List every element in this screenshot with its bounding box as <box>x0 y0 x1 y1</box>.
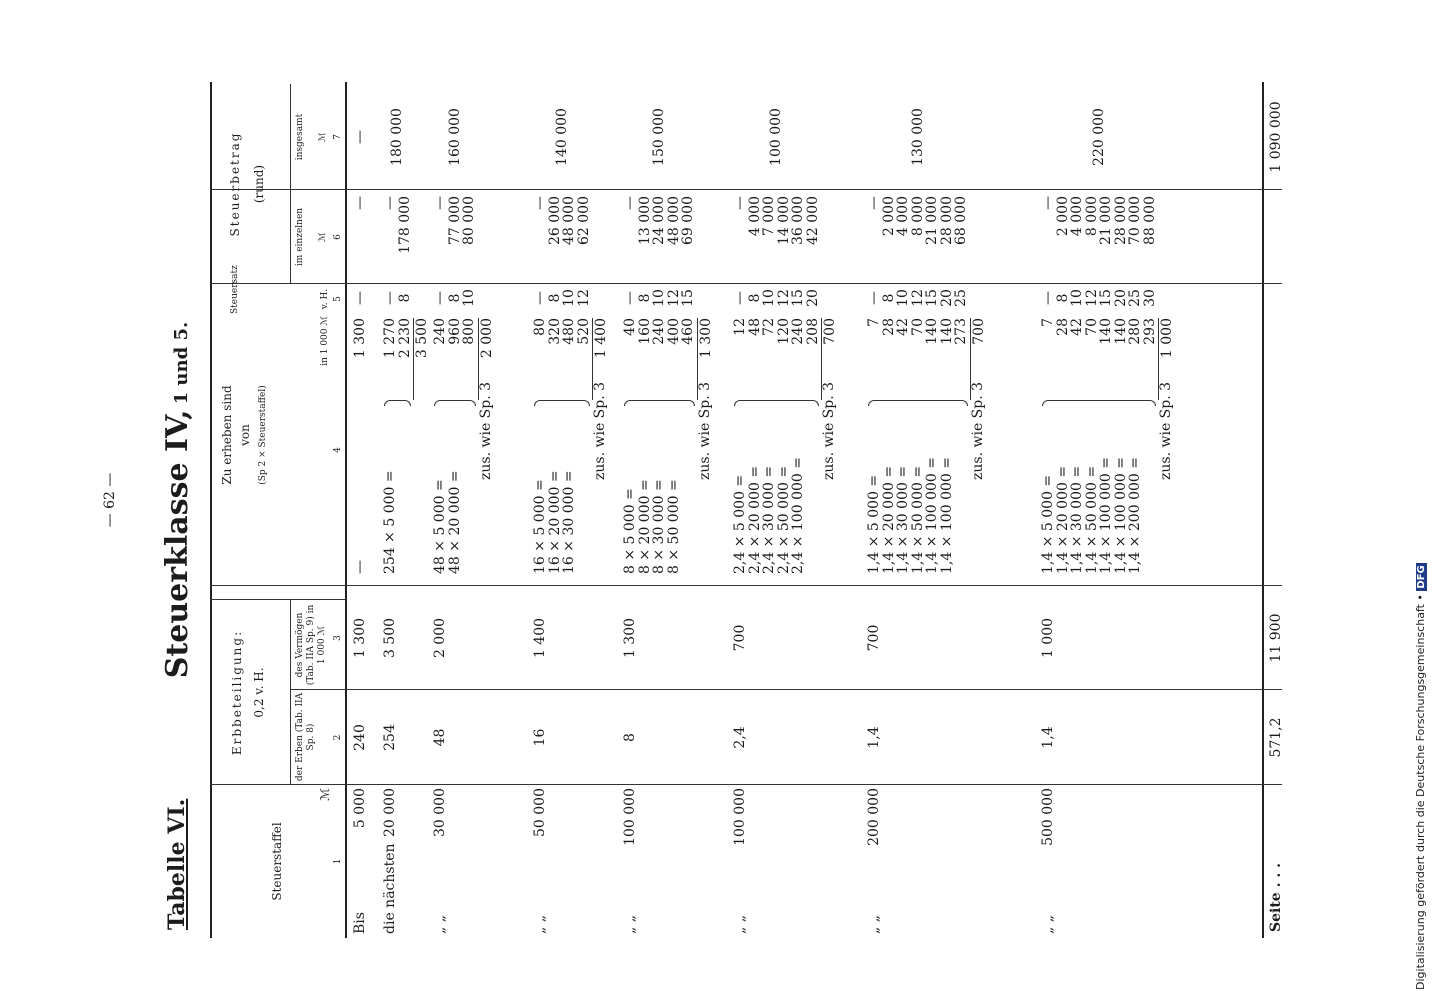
group-total: 220 000 <box>1090 108 1107 166</box>
value-line: 48 <box>746 318 763 336</box>
page-number: — 62 — <box>102 472 118 528</box>
formula-line: 2,4 × 100 000 = <box>790 457 806 574</box>
rate-line: 8 <box>446 293 463 303</box>
brace <box>1042 400 1156 406</box>
formula-line: 1,4 × 30 000 = <box>895 465 911 574</box>
group-total: — <box>352 130 368 144</box>
rate-line: 20 <box>1112 289 1129 307</box>
tax-line: — <box>532 196 548 210</box>
tax-line: 69 000 <box>680 196 696 245</box>
row-heirs: 8 <box>622 733 638 742</box>
rate-line: 15 <box>790 289 806 307</box>
tax-line: 28 000 <box>938 196 955 245</box>
brace <box>734 400 819 406</box>
rate-line: 8 <box>396 293 413 303</box>
row-heirs: 1,4 <box>866 726 882 749</box>
row-heirs: 240 <box>352 724 368 751</box>
tax-line: 28 000 <box>1112 196 1129 245</box>
zus-label: zus. wie Sp. 3 <box>477 381 494 480</box>
row-heirs: 16 <box>532 728 548 747</box>
row-heirs: 48 <box>432 728 448 747</box>
formula-line: 1,4 × 20 000 = <box>880 465 897 574</box>
header-col4-c: (Sp 2 × Steuerstaffel) <box>258 385 268 485</box>
group-total: 130 000 <box>909 108 926 166</box>
row-amount: 200 000 <box>866 788 882 846</box>
group-total: 100 000 <box>768 108 785 166</box>
value-line: 240 <box>651 318 667 345</box>
colnum-4: 4 <box>333 447 343 453</box>
tax-line: 48 000 <box>561 196 577 245</box>
row-wealth: 700 <box>732 624 748 652</box>
group-total: 140 000 <box>553 108 570 166</box>
group67-rule <box>290 84 291 284</box>
formula-line: 2,4 × 20 000 = <box>746 465 763 574</box>
row-label: die nächsten <box>382 843 398 934</box>
rate-line: 10 <box>561 289 577 307</box>
rate-line: 15 <box>1098 289 1114 307</box>
rate-line: — <box>532 291 548 305</box>
formula-line: — <box>352 560 368 574</box>
formula-line: 254 × 5 000 = <box>382 470 398 574</box>
value-line: 120 <box>775 318 792 345</box>
formula-line: 1,4 × 50 000 = <box>909 465 926 574</box>
rate-line: 10 <box>895 289 911 307</box>
value-line: 2 230 <box>396 318 413 359</box>
rate-line: 8 <box>636 293 653 303</box>
formula-line: 1,4 × 100 000 = <box>924 457 940 574</box>
row-label: Bis <box>352 912 368 934</box>
tax-line: 36 000 <box>790 196 806 245</box>
formula-line: 8 × 30 000 = <box>651 479 667 574</box>
row-amount: 100 000 <box>622 788 638 846</box>
row-label: „ „ <box>432 915 448 934</box>
header-group67: Steuerbetrag <box>228 131 242 237</box>
rate-line: — <box>732 291 748 305</box>
rate-line: 8 <box>1054 293 1071 303</box>
value-line: 72 <box>761 318 777 336</box>
colnum-2: 2 <box>333 734 343 741</box>
zus-label: zus. wie Sp. 3 <box>592 381 608 480</box>
row-label: „ „ <box>622 915 638 934</box>
row-amount: 100 000 <box>732 788 748 846</box>
value-line: 7 <box>1040 318 1056 327</box>
formula-line: 1,4 × 100 000 = <box>1112 457 1129 574</box>
rate-line: 10 <box>461 289 477 307</box>
footer-heirs-total: 571,2 <box>1268 717 1284 758</box>
group-total: 180 000 <box>389 108 406 166</box>
tax-line: 77 000 <box>446 196 463 245</box>
header-col4-b: von <box>238 424 252 446</box>
row-heirs: 254 <box>382 724 398 751</box>
brace <box>868 400 968 406</box>
formula-line: 2,4 × 5 000 = <box>732 474 748 574</box>
table-top-rule <box>210 82 212 938</box>
rate-line: 12 <box>909 289 926 307</box>
subtotal: 1 000 <box>1158 318 1175 400</box>
brace <box>384 400 411 406</box>
tax-line: 178 000 <box>396 196 413 254</box>
tax-line: 4 000 <box>1069 196 1085 237</box>
subtotal: 1 300 <box>697 318 714 400</box>
colnum-5: 5 <box>333 296 343 302</box>
row-label: „ „ <box>866 915 882 934</box>
rate-line: 25 <box>1127 289 1143 307</box>
zus-label: zus. wie Sp. 3 <box>1158 381 1174 480</box>
value-line: 960 <box>446 318 463 345</box>
formula-line: 1,4 × 20 000 = <box>1054 465 1071 574</box>
formula-line: 1,4 × 5 000 = <box>1040 474 1056 574</box>
value-line: 293 <box>1141 318 1158 345</box>
tax-line: — <box>352 196 368 210</box>
table-label: Tabelle VI. <box>164 798 190 930</box>
tax-line: — <box>866 196 882 210</box>
footer-wealth-total: 11 900 <box>1268 613 1284 663</box>
value-line: 400 <box>665 318 682 345</box>
colnum-7: 7 <box>333 134 343 140</box>
rate-line: — <box>622 291 638 305</box>
tax-line: 8 000 <box>1083 196 1100 237</box>
header-col5: Steuersatz <box>230 265 240 314</box>
header-group23: Erbbeteiligung: <box>230 629 244 756</box>
header-col3: des Vermögen (Tab. IIA Sp. 9) in 1 000 ℳ <box>295 604 327 686</box>
footer-rule <box>1262 82 1264 938</box>
formula-line: 8 × 20 000 = <box>636 479 653 574</box>
header-col5-unit: v. H. <box>320 288 330 310</box>
formula-line: 1,4 × 100 000 = <box>938 457 955 574</box>
digitization-stamp <box>1410 10 1432 990</box>
tax-line: — <box>382 196 398 210</box>
rate-line: — <box>432 291 448 305</box>
value-line: 240 <box>790 318 806 345</box>
tax-line: 26 000 <box>546 196 563 245</box>
dfg-logo: DFG <box>1416 565 1427 589</box>
row-wealth: 1 400 <box>532 617 548 659</box>
value-line: 280 <box>1127 318 1143 345</box>
formula-line: 1,4 × 5 000 = <box>866 474 882 574</box>
row-amount: 500 000 <box>1040 788 1056 846</box>
value-line: 208 <box>804 318 821 345</box>
tax-line: — <box>732 196 748 210</box>
value-line: 80 <box>532 318 548 336</box>
colnum-1: 1 <box>333 858 343 865</box>
tax-line: 4 000 <box>895 196 911 237</box>
rate-line: — <box>1040 291 1056 305</box>
brace <box>624 400 695 406</box>
header-col7-unit: ℳ <box>318 132 328 142</box>
header-col6-unit: ℳ <box>318 232 328 242</box>
rate-line: 10 <box>1069 289 1085 307</box>
tax-line: 13 000 <box>636 196 653 245</box>
tax-line: 21 000 <box>1098 196 1114 245</box>
formula-line: 48 × 5 000 = <box>432 479 448 574</box>
group-total: 150 000 <box>651 108 667 166</box>
header-col1-unit: ℳ <box>318 788 332 801</box>
value-line: 460 <box>680 318 696 345</box>
row-wealth: 1 300 <box>352 617 368 659</box>
tax-line: 70 000 <box>1127 196 1143 245</box>
rate-line: 15 <box>924 289 940 307</box>
header-col7: insgesamt <box>295 113 305 161</box>
zus-label: zus. wie Sp. 3 <box>969 381 986 480</box>
tax-line: 48 000 <box>665 196 682 245</box>
header-col2: der Erben (Tab. IIA Sp. 8) <box>295 692 316 782</box>
row-wealth: 1 000 <box>1040 617 1056 659</box>
header-bottom-rule <box>345 82 347 938</box>
value-line: 28 <box>880 318 897 336</box>
subtotal: 2 000 <box>478 318 495 400</box>
formula-line: 8 × 50 000 = <box>665 479 682 574</box>
rate-line: 20 <box>804 289 821 307</box>
rate-line: 8 <box>546 293 563 303</box>
rate-line: 12 <box>775 289 792 307</box>
zus-label: zus. wie Sp. 3 <box>696 381 713 480</box>
header-col4-unit: in 1 000 ℳ <box>320 316 330 366</box>
row-heirs: 1,4 <box>1040 726 1056 749</box>
row-label: „ „ <box>732 915 748 934</box>
tax-line: 62 000 <box>575 196 592 245</box>
row-wealth: 700 <box>866 624 882 652</box>
col-divider-6 <box>210 189 1282 190</box>
colnum-6: 6 <box>333 234 343 240</box>
table-title <box>160 0 195 1000</box>
tax-line: 14 000 <box>775 196 792 245</box>
value-line: 320 <box>546 318 563 345</box>
header-col1: Steuerstaffel <box>270 822 284 901</box>
value-line: 7 <box>866 318 882 327</box>
subtotal: 700 <box>821 318 838 400</box>
formula-line: 2,4 × 30 000 = <box>761 465 777 574</box>
title-rest: 1 und 5. <box>171 321 192 405</box>
row-wealth: 1 300 <box>622 617 638 659</box>
rate-line: 8 <box>880 293 897 303</box>
tax-line: — <box>622 196 638 210</box>
brace <box>434 400 476 406</box>
formula-line: 16 × 5 000 = <box>532 479 548 574</box>
row-wealth: 2 000 <box>432 617 448 659</box>
value-line: 12 <box>732 318 748 336</box>
row-amount: 20 000 <box>382 788 398 837</box>
tax-line: 88 000 <box>1141 196 1158 245</box>
rate-line: 12 <box>575 289 592 307</box>
subtotal: 3 500 <box>413 318 430 400</box>
subtotal: 1 400 <box>592 318 609 400</box>
formula-line: 48 × 20 000 = <box>446 470 463 574</box>
value-line: 42 <box>1069 318 1085 336</box>
tax-line: 21 000 <box>924 196 940 245</box>
value-line: 70 <box>1083 318 1100 336</box>
tax-line: 80 000 <box>461 196 477 245</box>
group-total: 160 000 <box>446 108 463 166</box>
header-group67-sub: (rund) <box>252 164 266 204</box>
row-heirs: 2,4 <box>732 726 748 749</box>
formula-line: 16 × 30 000 = <box>561 470 577 574</box>
rate-line: 15 <box>680 289 696 307</box>
value-line: 42 <box>895 318 911 336</box>
footer-label: Seite . . . <box>1268 863 1284 932</box>
tax-line: 8 000 <box>909 196 926 237</box>
tax-line: 42 000 <box>804 196 821 245</box>
tax-line: 2 000 <box>1054 196 1071 237</box>
rate-line: 12 <box>1083 289 1100 307</box>
rate-line: 10 <box>761 289 777 307</box>
header-col4-a: Zu erheben sind <box>220 385 234 485</box>
value-line: 140 <box>1098 318 1114 345</box>
brace <box>534 400 590 406</box>
header-col6: im einzelnen <box>295 207 305 267</box>
rate-line: 12 <box>665 289 682 307</box>
value-line: 273 <box>953 318 969 345</box>
footer-grand-total: 1 090 000 <box>1268 101 1284 173</box>
value-line: 520 <box>575 318 592 345</box>
value-line: 140 <box>924 318 940 345</box>
value-line: 240 <box>432 318 448 345</box>
colnum-3: 3 <box>333 635 343 641</box>
tax-line: — <box>432 196 448 210</box>
row-label: „ „ <box>532 915 548 934</box>
group23-rule <box>290 600 291 785</box>
header-group23-sub: 0,2 v. H. <box>252 667 266 718</box>
rate-line: 20 <box>938 289 955 307</box>
value-line: 1 270 <box>382 318 398 359</box>
tax-line: 68 000 <box>953 196 969 245</box>
row-amount: 50 000 <box>532 788 548 837</box>
value-line: 140 <box>1112 318 1129 345</box>
value-line: 28 <box>1054 318 1071 336</box>
rate-line: 30 <box>1141 289 1158 307</box>
row-wealth: 3 500 <box>382 617 398 659</box>
formula-line: 1,4 × 50 000 = <box>1083 465 1100 574</box>
value-line: 40 <box>622 318 638 336</box>
formula-line: 2,4 × 50 000 = <box>775 465 792 574</box>
row-amount: 30 000 <box>432 788 448 837</box>
formula-line: 1,4 × 200 000 = <box>1127 457 1143 574</box>
subtotal: 700 <box>970 318 987 400</box>
rate-line: 10 <box>651 289 667 307</box>
rate-line: 8 <box>746 293 763 303</box>
tax-line: 4 000 <box>746 196 763 237</box>
value-line: 70 <box>909 318 926 336</box>
value-line: 140 <box>938 318 955 345</box>
rate-line: — <box>352 291 368 305</box>
formula-line: 1,4 × 100 000 = <box>1098 457 1114 574</box>
formula-line: 8 × 5 000 = <box>622 488 638 574</box>
tax-line: 7 000 <box>761 196 777 237</box>
value-line: 1 300 <box>352 318 368 359</box>
value-line: 160 <box>636 318 653 345</box>
value-line: 800 <box>461 318 477 345</box>
rate-line: — <box>866 291 882 305</box>
rate-line: — <box>382 291 398 305</box>
title-main: Steuerklasse IV, <box>160 409 195 679</box>
value-line: 480 <box>561 318 577 345</box>
formula-line: 16 × 20 000 = <box>546 470 563 574</box>
row-label: „ „ <box>1040 915 1056 934</box>
zus-label: zus. wie Sp. 3 <box>821 381 837 480</box>
tax-line: 24 000 <box>651 196 667 245</box>
stamp-text: Digitalisierung gefördert durch die Deutsche Forschungsgemeinschaft • <box>1414 594 1427 990</box>
row-amount: 5 000 <box>352 788 368 829</box>
tax-line: 2 000 <box>880 196 897 237</box>
formula-line: 1,4 × 30 000 = <box>1069 465 1085 574</box>
rate-line: 25 <box>953 289 969 307</box>
tax-line: — <box>1040 196 1056 210</box>
